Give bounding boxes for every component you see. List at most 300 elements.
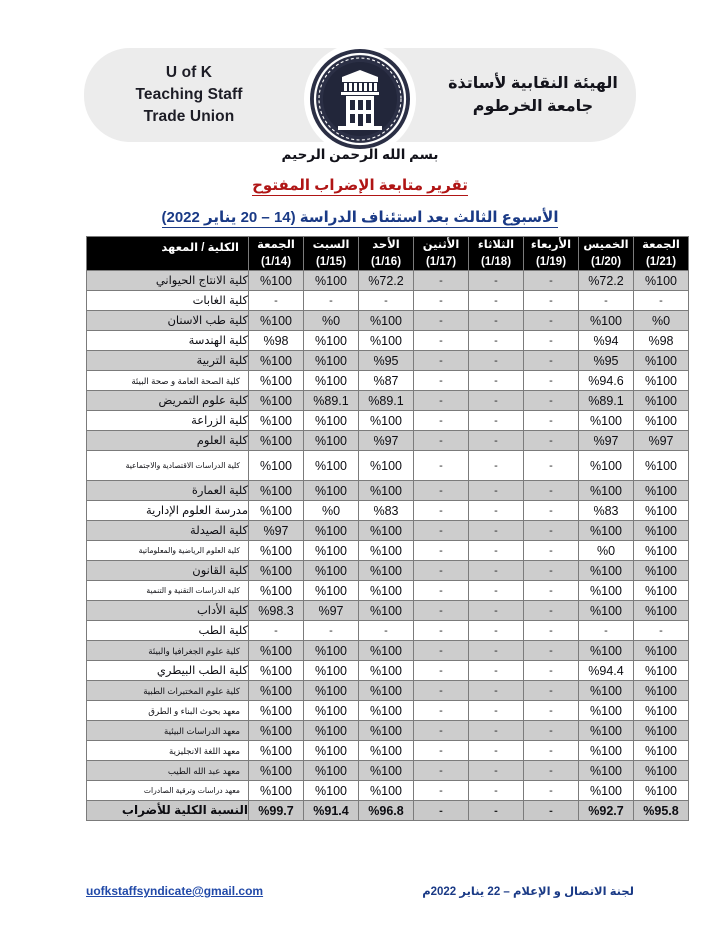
cell-value: %100 (579, 741, 634, 761)
cell-value: - (634, 621, 689, 641)
cell-faculty-name: كلية العلوم (87, 431, 249, 451)
cell-value: - (469, 561, 524, 581)
cell-value: %100 (579, 781, 634, 801)
cell-value: - (469, 621, 524, 641)
cell-value: %100 (634, 681, 689, 701)
table-row (87, 451, 689, 481)
cell-value: %100 (359, 641, 414, 661)
cell-value: - (524, 781, 579, 801)
cell-value: %100 (249, 351, 304, 371)
cell-value: %100 (579, 581, 634, 601)
cell-faculty-name: كلية الأداب (87, 601, 249, 621)
cell-value: %97 (249, 521, 304, 541)
cell-value: %100 (304, 701, 359, 721)
cell-value: - (414, 741, 469, 761)
cell-value: - (414, 501, 469, 521)
cell-value: - (414, 311, 469, 331)
cell-value: %100 (359, 741, 414, 761)
report-subtitle (0, 208, 720, 226)
cell-value: - (634, 291, 689, 311)
cell-value: - (414, 601, 469, 621)
cell-value: - (414, 641, 469, 661)
cell-value: %100 (249, 721, 304, 741)
basmala-text: بسم الله الرحمن الرحيم (281, 147, 439, 162)
cell-value: %100 (249, 701, 304, 721)
table-row (87, 521, 689, 541)
total-cell-value: - (524, 801, 579, 821)
total-cell-value: - (469, 801, 524, 821)
table-row (87, 291, 689, 311)
cell-value: - (414, 291, 469, 311)
cell-value: - (414, 761, 469, 781)
column-header-day-name: الأحد (372, 239, 400, 251)
cell-faculty-name: كلية العمارة (87, 481, 249, 501)
cell-value: - (469, 781, 524, 801)
cell-value: %100 (304, 431, 359, 451)
total-cell-value: %91.4 (304, 801, 359, 821)
cell-value: - (524, 501, 579, 521)
cell-value: %100 (304, 271, 359, 291)
cell-value: - (414, 391, 469, 411)
cell-value: %100 (249, 481, 304, 501)
union-arabic-line-1: الهيئة النقابية لأساتذة (448, 74, 618, 92)
cell-faculty-name: كلية الصيدلة (87, 521, 249, 541)
column-header-date: (1/20) (590, 255, 622, 268)
cell-value: %94.6 (579, 371, 634, 391)
column-header-day-4 (469, 237, 524, 271)
cell-value: %98.3 (249, 601, 304, 621)
cell-value: %100 (359, 541, 414, 561)
cell-value: %100 (579, 721, 634, 741)
cell-value: %100 (359, 661, 414, 681)
cell-faculty-name: كلية طب الاسنان (87, 311, 249, 331)
column-header-day-2 (579, 237, 634, 271)
cell-value: %100 (579, 411, 634, 431)
table-row (87, 681, 689, 701)
cell-value: %100 (359, 681, 414, 701)
cell-value: - (524, 581, 579, 601)
table-row (87, 481, 689, 501)
table-row (87, 781, 689, 801)
column-header-day-8 (249, 237, 304, 271)
cell-value: %100 (634, 781, 689, 801)
cell-value: %100 (634, 761, 689, 781)
cell-faculty-name: كلية الطب البيطري (87, 661, 249, 681)
cell-value: - (414, 661, 469, 681)
cell-value: %100 (634, 521, 689, 541)
cell-value: %94 (579, 331, 634, 351)
cell-value: - (524, 331, 579, 351)
cell-value: %72.2 (359, 271, 414, 291)
cell-value: - (414, 521, 469, 541)
cell-value: - (359, 291, 414, 311)
cell-value: %100 (304, 331, 359, 351)
cell-value: %87 (359, 371, 414, 391)
cell-value: - (469, 501, 524, 521)
cell-value: - (414, 271, 469, 291)
table-row (87, 721, 689, 741)
cell-faculty-name: مدرسة العلوم الإدارية (87, 501, 249, 521)
cell-value: - (524, 761, 579, 781)
cell-value: - (524, 371, 579, 391)
cell-value: - (524, 391, 579, 411)
total-row-label: النسبة الكلية للأضراب (87, 801, 249, 821)
cell-value: - (469, 701, 524, 721)
column-header-date: (1/16) (370, 255, 402, 268)
column-header-date: (1/14) (260, 255, 292, 268)
column-header-day-name: السبت (312, 239, 350, 251)
cell-faculty-name: كلية القانون (87, 561, 249, 581)
report-subtitle-text: الأسبوع الثالث بعد استئناف الدراسة (14 – 20 يناير 2022) (161, 209, 559, 226)
table-row (87, 601, 689, 621)
cell-faculty-name: كلية العلوم الرياضية والمعلوماتية (87, 541, 249, 561)
cell-value: %100 (304, 371, 359, 391)
cell-value: %100 (304, 761, 359, 781)
cell-value: - (524, 291, 579, 311)
column-header-day-3 (524, 237, 579, 271)
cell-value: %100 (249, 311, 304, 331)
cell-value: %97 (579, 431, 634, 451)
cell-value: - (304, 291, 359, 311)
cell-value: - (414, 681, 469, 701)
cell-value: - (249, 621, 304, 641)
cell-value: %100 (634, 541, 689, 561)
cell-value: - (469, 481, 524, 501)
cell-value: %89.1 (579, 391, 634, 411)
cell-value: %100 (249, 741, 304, 761)
cell-value: %100 (359, 411, 414, 431)
cell-value: - (414, 351, 469, 371)
cell-faculty-name: معهد الدراسات البيئية (87, 721, 249, 741)
cell-value: %100 (634, 581, 689, 601)
cell-value: - (304, 621, 359, 641)
cell-value: %100 (634, 411, 689, 431)
table-row (87, 701, 689, 721)
cell-value: - (469, 741, 524, 761)
cell-value: %100 (249, 501, 304, 521)
cell-value: %100 (579, 451, 634, 481)
table-row (87, 541, 689, 561)
cell-value: %0 (579, 541, 634, 561)
report-title (0, 176, 720, 194)
cell-value: - (414, 781, 469, 801)
cell-value: %100 (249, 391, 304, 411)
union-english-line-2: Teaching Staff (135, 86, 243, 103)
cell-value: %100 (634, 641, 689, 661)
cell-value: %100 (634, 661, 689, 681)
cell-value: - (414, 701, 469, 721)
cell-value: - (469, 581, 524, 601)
cell-value: %100 (634, 371, 689, 391)
cell-value: - (524, 451, 579, 481)
report-title-text: تقرير متابعة الإضراب المفتوح (252, 177, 468, 194)
seal-disc (304, 43, 416, 155)
table-row (87, 661, 689, 681)
cell-value: - (359, 621, 414, 641)
cell-value: - (469, 271, 524, 291)
cell-value: %95 (359, 351, 414, 371)
cell-value: - (469, 761, 524, 781)
cell-value: - (524, 541, 579, 561)
cell-value: - (469, 431, 524, 451)
cell-value: %100 (304, 641, 359, 661)
footer-committee-note: لجنة الاتصال و الإعلام – 22 يناير 2022م (422, 886, 634, 898)
cell-value: %100 (579, 681, 634, 701)
cell-value: - (524, 431, 579, 451)
table-row (87, 411, 689, 431)
table-row (87, 271, 689, 291)
cell-value: %98 (249, 331, 304, 351)
strike-table-container (86, 236, 680, 821)
cell-value: %83 (579, 501, 634, 521)
cell-value: %100 (249, 541, 304, 561)
cell-value: %100 (249, 371, 304, 391)
cell-value: - (469, 411, 524, 431)
table-row (87, 621, 689, 641)
cell-value: %100 (634, 351, 689, 371)
cell-value: %100 (579, 761, 634, 781)
cell-value: - (469, 391, 524, 411)
cell-faculty-name: كلية الغابات (87, 291, 249, 311)
cell-value: - (414, 541, 469, 561)
cell-value: - (524, 721, 579, 741)
table-row (87, 741, 689, 761)
cell-value: - (469, 331, 524, 351)
cell-value: - (414, 431, 469, 451)
cell-value: - (469, 641, 524, 661)
table-row (87, 581, 689, 601)
cell-value: - (524, 351, 579, 371)
cell-value: %100 (304, 741, 359, 761)
cell-value: %100 (304, 481, 359, 501)
cell-value: %100 (249, 411, 304, 431)
cell-value: - (469, 721, 524, 741)
column-header-date: (1/17) (425, 255, 457, 268)
column-header-faculty: الكلية / المعهد (87, 237, 249, 271)
total-cell-value: %92.7 (579, 801, 634, 821)
cell-value: %89.1 (304, 391, 359, 411)
cell-value: - (414, 561, 469, 581)
table-row (87, 331, 689, 351)
cell-value: %100 (304, 721, 359, 741)
column-header-day-name: الجمعة (642, 239, 680, 251)
table-row (87, 311, 689, 331)
cell-faculty-name: كلية الدراسات التقنية و التنمية (87, 581, 249, 601)
cell-value: - (524, 561, 579, 581)
total-cell-value: %99.7 (249, 801, 304, 821)
cell-faculty-name: كلية علوم الجغرافيا والبيئة (87, 641, 249, 661)
cell-faculty-name: معهد اللغة الانجليزية (87, 741, 249, 761)
cell-faculty-name: كلية الطب (87, 621, 249, 641)
cell-value: %100 (359, 601, 414, 621)
union-arabic-title (440, 72, 636, 118)
cell-value: %100 (304, 781, 359, 801)
cell-value: - (469, 601, 524, 621)
cell-value: - (524, 271, 579, 291)
cell-value: %100 (634, 501, 689, 521)
cell-value: %100 (579, 311, 634, 331)
column-header-date: (1/18) (480, 255, 512, 268)
cell-value: %100 (359, 481, 414, 501)
cell-value: %100 (249, 661, 304, 681)
cell-value: %98 (634, 331, 689, 351)
cell-value: - (469, 541, 524, 561)
cell-value: %100 (359, 721, 414, 741)
cell-value: %100 (359, 761, 414, 781)
cell-value: %100 (304, 561, 359, 581)
cell-value: - (414, 411, 469, 431)
column-header-day-name: الأربعاء (530, 239, 572, 251)
column-header-date: (1/21) (645, 255, 677, 268)
cell-value: - (579, 291, 634, 311)
cell-value: %100 (634, 741, 689, 761)
cell-value: %100 (304, 681, 359, 701)
cell-value: %100 (634, 701, 689, 721)
table-total-row (87, 801, 689, 821)
column-header-date: (1/19) (535, 255, 567, 268)
cell-value: - (249, 291, 304, 311)
table-row (87, 431, 689, 451)
cell-value: - (414, 371, 469, 391)
table-row (87, 501, 689, 521)
cell-faculty-name: كلية الهندسة (87, 331, 249, 351)
cell-value: - (469, 681, 524, 701)
table-body (87, 271, 689, 821)
table-row (87, 391, 689, 411)
cell-value: %100 (579, 561, 634, 581)
cell-value: %100 (579, 701, 634, 721)
cell-value: %100 (249, 761, 304, 781)
cell-value: %95 (579, 351, 634, 371)
cell-value: %100 (359, 701, 414, 721)
cell-value: %100 (579, 641, 634, 661)
total-cell-value: %95.8 (634, 801, 689, 821)
cell-value: %100 (634, 391, 689, 411)
table-header-row (87, 237, 689, 271)
document-header (84, 48, 636, 142)
cell-value: %100 (359, 521, 414, 541)
table-row (87, 761, 689, 781)
column-header-day-name: الخميس (583, 239, 629, 251)
cell-value: - (469, 371, 524, 391)
document-footer (86, 884, 634, 898)
cell-faculty-name: معهد دراسات وترقية الصادرات (87, 781, 249, 801)
cell-value: %100 (304, 351, 359, 371)
cell-value: %100 (359, 451, 414, 481)
cell-value: %100 (634, 481, 689, 501)
cell-faculty-name: معهد عبد الله الطيب (87, 761, 249, 781)
cell-faculty-name: كلية علوم المختبرات الطبية (87, 681, 249, 701)
column-header-day-name: الأثنين (422, 239, 460, 251)
cell-value: - (524, 311, 579, 331)
cell-value: %83 (359, 501, 414, 521)
column-header-day-1 (634, 237, 689, 271)
column-header-date: (1/15) (315, 255, 347, 268)
cell-value: %100 (634, 451, 689, 481)
cell-value: - (524, 411, 579, 431)
cell-value: - (469, 451, 524, 481)
cell-value: %0 (304, 501, 359, 521)
table-row (87, 351, 689, 371)
cell-value: %97 (359, 431, 414, 451)
cell-value: - (469, 521, 524, 541)
cell-value: - (414, 721, 469, 741)
cell-value: %100 (249, 431, 304, 451)
cell-value: %0 (304, 311, 359, 331)
cell-faculty-name: كلية التربية (87, 351, 249, 371)
cell-value: - (469, 311, 524, 331)
cell-value: %94.4 (579, 661, 634, 681)
cell-value: %100 (249, 271, 304, 291)
cell-value: - (414, 331, 469, 351)
cell-value: %100 (359, 581, 414, 601)
column-header-day-6 (359, 237, 414, 271)
total-cell-value: - (414, 801, 469, 821)
cell-faculty-name: كلية الدراسات الاقتصادية والاجتماعية (87, 451, 249, 481)
cell-value: %100 (579, 481, 634, 501)
cell-value: %100 (249, 451, 304, 481)
table-row (87, 371, 689, 391)
cell-value: %100 (359, 331, 414, 351)
cell-faculty-name: كلية الانتاج الحيواني (87, 271, 249, 291)
cell-value: - (524, 641, 579, 661)
cell-value: %0 (634, 311, 689, 331)
cell-faculty-name: كلية الزراعة (87, 411, 249, 431)
cell-faculty-name: كلية الصحة العامة و صحة البيئة (87, 371, 249, 391)
cell-faculty-name: كلية علوم التمريض (87, 391, 249, 411)
column-header-day-7 (304, 237, 359, 271)
cell-value: - (524, 521, 579, 541)
column-header-day-name: الثلاثاء (477, 239, 515, 251)
cell-value: %100 (579, 521, 634, 541)
contact-email-link[interactable]: uofkstaffsyndicate@gmail.com (86, 884, 264, 898)
cell-value: - (524, 621, 579, 641)
cell-faculty-name: معهد بحوث البناء و الطرق (87, 701, 249, 721)
cell-value: - (524, 701, 579, 721)
cell-value: %100 (304, 521, 359, 541)
cell-value: - (524, 741, 579, 761)
cell-value: %100 (304, 581, 359, 601)
cell-value: %97 (304, 601, 359, 621)
cell-value: - (414, 621, 469, 641)
cell-value: %100 (634, 721, 689, 741)
cell-value: - (524, 681, 579, 701)
cell-value: %100 (304, 661, 359, 681)
cell-value: %100 (634, 601, 689, 621)
table-header (87, 237, 689, 271)
cell-value: - (524, 601, 579, 621)
cell-value: - (524, 481, 579, 501)
cell-value: - (524, 661, 579, 681)
cell-value: %100 (579, 601, 634, 621)
cell-value: %100 (359, 781, 414, 801)
column-header-day-name: الجمعة (257, 239, 295, 251)
cell-value: %100 (249, 641, 304, 661)
cell-value: - (414, 581, 469, 601)
union-english-line-3: Trade Union (143, 108, 235, 125)
cell-value: %97 (634, 431, 689, 451)
cell-value: - (579, 621, 634, 641)
union-english-line-1: U of K (165, 64, 213, 81)
cell-value: %100 (359, 311, 414, 331)
cell-value: %100 (249, 561, 304, 581)
union-english-title (84, 62, 280, 128)
cell-value: %72.2 (579, 271, 634, 291)
cell-value: %100 (249, 681, 304, 701)
cell-value: %100 (359, 561, 414, 581)
cell-value: %100 (249, 581, 304, 601)
table-row (87, 561, 689, 581)
